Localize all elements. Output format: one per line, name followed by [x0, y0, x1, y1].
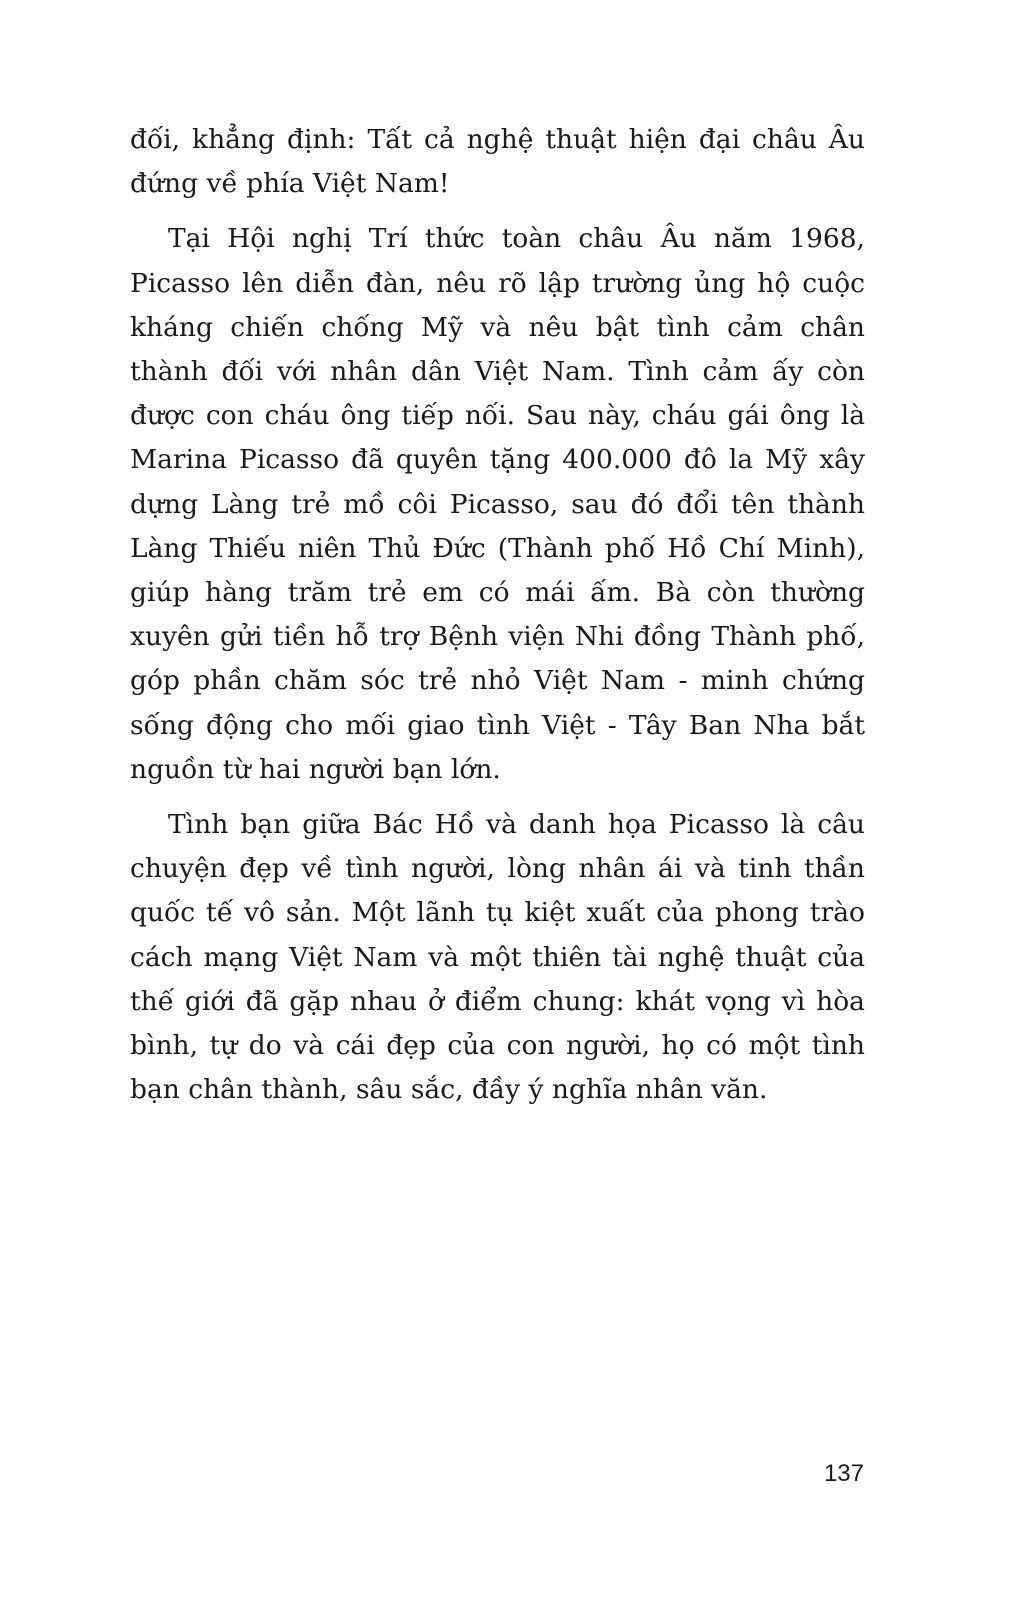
paragraph-friendship-conclusion: Tình bạn giữa Bác Hồ và danh họa Picasso là câu chuyện đẹp về tình người, lòng nhân ái và tinh thần quốc tế vô sản. Một lãnh tụ kiệt xuất của phong trào cách mạng Việt Nam và một thiên tài nghệ thuật của thế giới đã gặp nhau ở điểm chung: khát vọng vì hòa bình, tự do và cái đẹp của con người, họ có một tình bạn chân thành, sâu sắc, đầy ý nghĩa nhân văn.	[130, 809, 865, 1106]
page-number: 137	[823, 1460, 864, 1487]
paragraph-picasso-conference: Tại Hội nghị Trí thức toàn châu Âu năm 1968, Picasso lên diễn đàn, nêu rõ lập trường ủng hộ cuộc kháng chiến chống Mỹ và nêu bật tình cảm chân thành đối với nhân dân Việt Nam. Tình cảm ấy còn được con cháu ông tiếp nối. Sau này, cháu gái ông là Marina Picasso đã quyên tặng 400.000 đô la Mỹ xây dựng Làng trẻ mồ côi Picasso, sau đó đổi tên thành Làng Thiếu niên Thủ Đức (Thành phố Hồ Chí Minh), giúp hàng trăm trẻ em có mái ấm. Bà còn thường xuyên gửi tiền hỗ trợ Bệnh viện Nhi đồng Thành phố, góp phần chăm sóc trẻ nhỏ Việt Nam - minh chứng sống động cho mối giao tình Việt - Tây Ban Nha bắt nguồn từ hai người bạn lớn.	[130, 223, 865, 785]
page-body	[130, 118, 865, 1123]
paragraph-continuation: đối, khẳng định: Tất cả nghệ thuật hiện đại châu Âu đứng về phía Việt Nam!	[130, 124, 865, 200]
